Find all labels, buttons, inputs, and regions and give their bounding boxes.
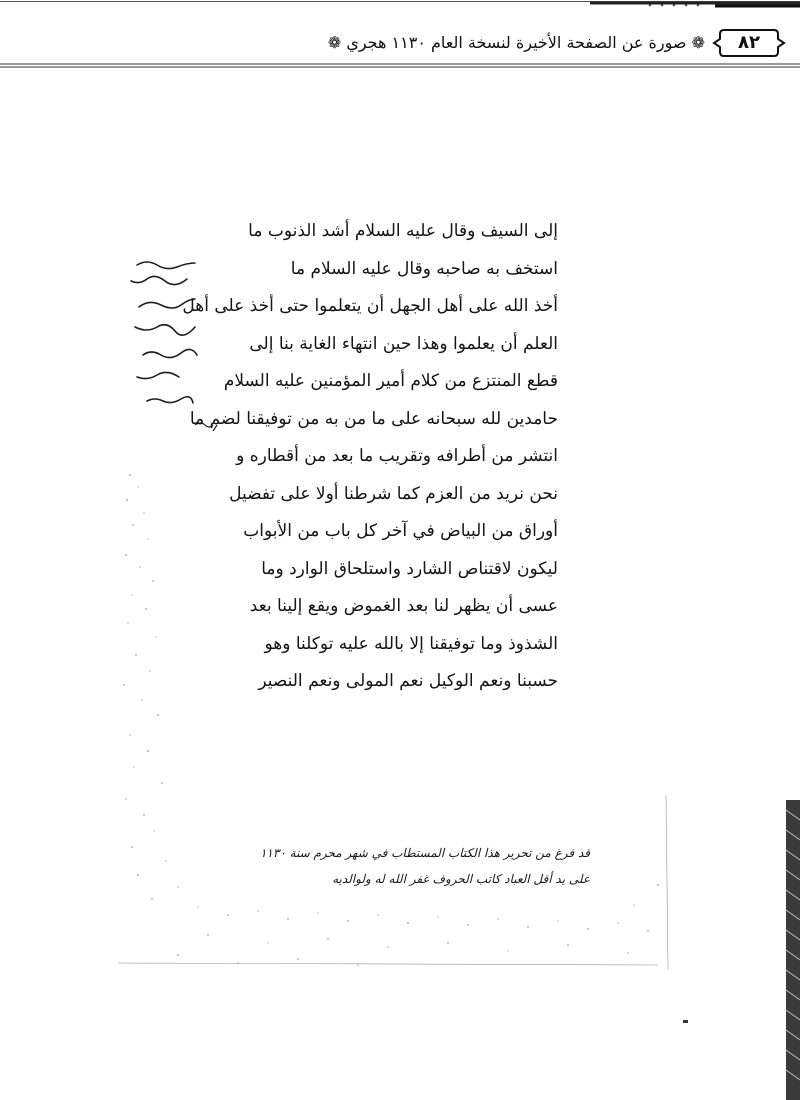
manuscript-line: نحن نريد من العزم كما شرطنا أولا على تفضيل (229, 483, 558, 504)
manuscript-line: حامدين لله سبحانه على ما من به من توفيقنا لضم ما (189, 408, 558, 429)
header-rule (0, 63, 800, 71)
colophon-line: قد فرغ من تحرير هذا الكتاب المستطاب في شهر محرم سنة ١١٣٠ (259, 846, 590, 860)
manuscript-line: انتشر من أطرافه وتقريب ما بعد من أقطاره و (236, 446, 558, 466)
page-title: ❁ صورة عن الصفحة الأخيرة لنسخة العام ١١٣٠ هجري ❁ (327, 33, 705, 52)
manuscript-line: قطع المنتزع من كلام أمير المؤمنين عليه السلام (223, 371, 558, 391)
manuscript-text (182, 213, 558, 701)
page-number-badge (712, 28, 786, 58)
colophon (259, 840, 590, 892)
manuscript-line: عسى أن يظهر لنا بعد الغموض ويقع إلينا بعد (249, 596, 558, 616)
manuscript-line: الشذوذ وما توفيقنا إلا بالله عليه توكلنا وهو (264, 633, 558, 654)
manuscript-line: استخف به صاحبه وقال عليه السلام ما (290, 258, 558, 279)
manuscript-line: أخذ الله على أهل الجهل أن يتعلموا حتى أخذ على أهل (182, 296, 558, 316)
scan-artifact (683, 1020, 688, 1023)
book-spine-edge (772, 800, 800, 1100)
top-decorative-border (0, 0, 800, 10)
manuscript-line: حسبنا ونعم الوكيل نعم المولى ونعم النصير (258, 671, 558, 691)
page-header (0, 10, 800, 68)
manuscript-line: إلى السيف وقال عليه السلام أشد الذنوب ما (248, 221, 558, 241)
manuscript-line: أوراق من البياض في آخر كل باب من الأبواب (243, 521, 558, 541)
colophon-line: على يد أقل العباد كاتب الحروف غفر الله له ولوالديه (332, 872, 590, 886)
page-number: ٨٢ (738, 32, 760, 53)
manuscript-line: العلم أن يعلموا وهذا حين انتهاء الغاية بنا إلى (249, 333, 558, 354)
manuscript-line: ليكون لاقتناص الشارد واستلحاق الوارد وما (261, 558, 558, 579)
